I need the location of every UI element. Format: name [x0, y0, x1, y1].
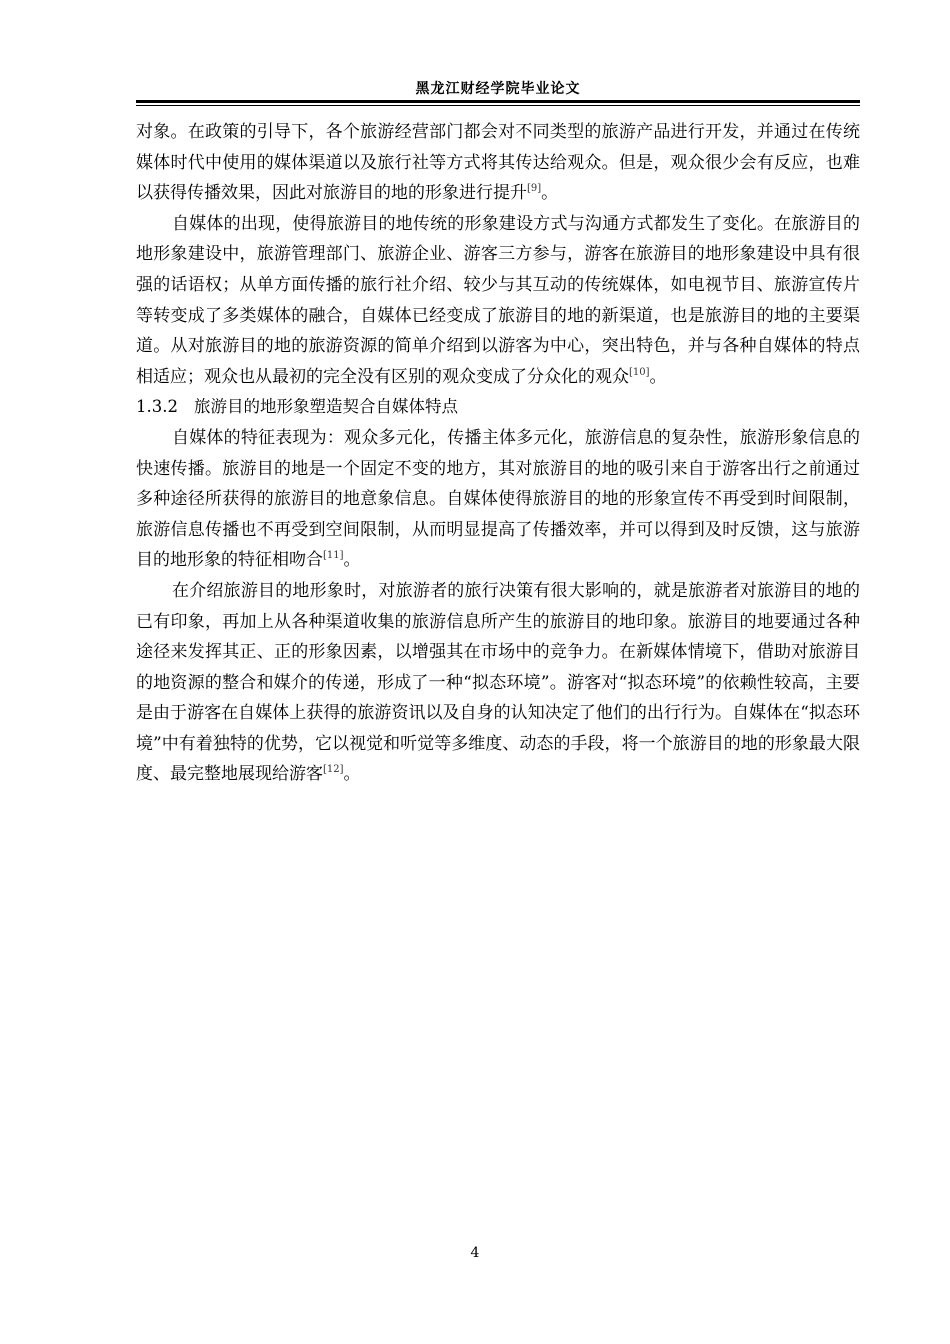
paragraph-1-end: 。: [541, 183, 559, 204]
paragraph-2-end: 。: [649, 366, 667, 387]
running-header: 黑龙江财经学院毕业论文: [415, 81, 581, 97]
section-heading: [136, 392, 860, 423]
body-text: [136, 117, 860, 790]
paragraph-1: [136, 117, 860, 209]
citation-10: [10]: [629, 366, 650, 378]
citation-9: [9]: [527, 183, 542, 195]
paragraph-3-end: 。: [343, 550, 361, 571]
citation-11: [11]: [323, 550, 344, 562]
section-title: 旅游目的地形象塑造契合自媒体特点: [194, 397, 458, 417]
citation-12: [12]: [323, 764, 344, 776]
header-rule-thin: [136, 105, 860, 106]
paragraph-4-end: 。: [343, 764, 361, 785]
paragraph-2-text: 自媒体的出现，使得旅游目的地传统的形象建设方式与沟通方式都发生了变化。在旅游目的地形象建设中，旅游管理部门、旅游企业、游客三方参与，游客在旅游目的地形象建设中具有很强的话语权；从单方面传播的旅行社介绍、较少与其互动的传统媒体，如电视节目、旅游宣传片等转变成了多类媒体的融合，自媒体已经变成了旅游目的地的新渠道，也是旅游目的地的主要渠道。从对旅游目的地的旅游资源的简单介绍到以游客为中心，突出特色，并与各种自媒体的特点相适应；观众也从最初的完全没有区别的观众变成了分众化的观众: [136, 213, 860, 387]
section-number: 1.3.2: [136, 397, 178, 417]
paragraph-4-text: 在介绍旅游目的地形象时，对旅游者的旅行决策有很大影响的，就是旅游者对旅游目的地的已有印象，再加上从各种渠道收集的旅游信息所产生的旅游目的地印象。旅游目的地要通过各种途径来发挥其正、正的形象因素，以增强其在市场中的竞争力。在新媒体情境下，借助对旅游目的地资源的整合和媒介的传递，形成了一种“拟态环境”。游客对“拟态环境”的依赖性较高，主要是由于游客在自媒体上获得的旅游资讯以及自身的认知决定了他们的出行行为。自媒体在“拟态环境”中有着独特的优势，它以视觉和听觉等多维度、动态的手段，将一个旅游目的地的形象最大限度、最完整地展现给游客: [136, 580, 860, 785]
paragraph-4: [136, 576, 860, 790]
paragraph-1-text: 对象。在政策的引导下，各个旅游经营部门都会对不同类型的旅游产品进行开发，并通过在传统媒体时代中使用的媒体渠道以及旅行社等方式将其传达给观众。但是，观众很少会有反应，也难以获得传播效果，因此对旅游目的地的形象进行提升: [136, 122, 860, 204]
paragraph-2: [136, 209, 860, 393]
page-number: 4: [470, 1245, 480, 1261]
header-rule-thick: [136, 100, 860, 103]
paragraph-3-text: 自媒体的特征表现为：观众多元化，传播主体多元化，旅游信息的复杂性，旅游形象信息的快速传播。旅游目的地是一个固定不变的地方，其对旅游目的地的吸引来自于游客出行之前通过多种途径所获得的旅游目的地意象信息。自媒体使得旅游目的地的形象宣传不再受到时间限制，旅游信息传播也不再受到空间限制，从而明显提高了传播效率，并可以得到及时反馈，这与旅游目的地形象的特征相吻合: [136, 427, 860, 571]
paragraph-3: [136, 423, 860, 576]
